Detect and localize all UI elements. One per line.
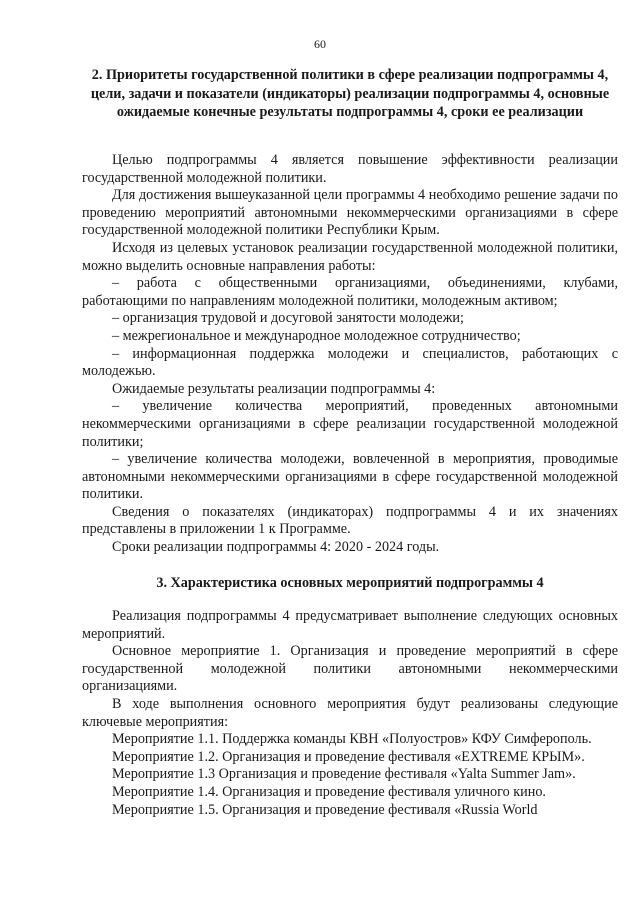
paragraph-measures-intro: Реализация подпрограммы 4 предусматривает выполнение следующих основных мероприятий. (82, 608, 618, 642)
list-item-result: – увеличение количества мероприятий, проведенных автономными некоммерческими организациями в сфере реализации государственной молодежной политики; (82, 398, 618, 450)
paragraph-results-intro: Ожидаемые результаты реализации подпрограммы 4: (112, 380, 436, 397)
list-item-measure: Мероприятие 1.5. Организация и проведение фестиваля «Russia World (112, 801, 538, 818)
paragraph-task: Для достижения вышеуказанной цели программы 4 необходимо решение задачи по проведению мероприятий автономными некоммерческими организациями в сфере государственной молодежной политики Республики Крым. (82, 187, 618, 239)
section-2-body (82, 152, 618, 557)
paragraph-directions-intro: Исходя из целевых установок реализации государственной молодежной политики, можно выделить основные направления работы: (82, 239, 618, 274)
list-item-measure: Мероприятие 1.3 Организация и проведение фестиваля «Yalta Summer Jam». (112, 766, 576, 783)
list-item-direction: – информационная поддержка молодежи и специалистов, работающих с молодежью. (82, 345, 618, 380)
paragraph-indicators: Сведения о показателях (индикаторах) подпрограммы 4 и их значениях представлены в приложении 1 к Программе. (82, 503, 618, 538)
list-item-measure: Мероприятие 1.4. Организация и проведение фестиваля уличного кино. (112, 783, 546, 800)
list-item-direction: – межрегиональное и международное молодежное сотрудничество; (112, 327, 521, 344)
list-item-measure: Мероприятие 1.2. Организация и проведение фестиваля «EXTREME КРЫМ». (112, 748, 585, 765)
section-2-heading: 2. Приоритеты государственной политики в сфере реализации подпрограммы 4, цели, задачи и показатели (индикаторы) реализации подпрограммы 4, основные ожидаемые конечные результаты подпрограммы 4, сроки ее реализации (90, 67, 610, 120)
section-3-heading: 3. Характеристика основных мероприятий подпрограммы 4 (156, 575, 544, 591)
paragraph-main-measure: Основное мероприятие 1. Организация и проведение мероприятий в сфере государственной молодежной политики автономными некоммерческими организациями. (82, 643, 618, 695)
list-item-result: – увеличение количества молодежи, вовлеченной в мероприятия, проводимые автономными некоммерческими организациями в сфере государственной молодежной политики. (82, 451, 618, 503)
paragraph-timeline: Сроки реализации подпрограммы 4: 2020 - 2024 годы. (112, 539, 440, 556)
list-item-direction: – работа с общественными организациями, объединениями, клубами, работающими по направлениям молодежной политики, молодежным активом; (82, 275, 618, 309)
paragraph-goal: Целью подпрограммы 4 является повышение эффективности реализации государственной молодежной политики. (82, 152, 618, 186)
list-item-direction: – организация трудовой и досуговой занятости молодежи; (112, 310, 464, 327)
paragraph-key-measures-intro: В ходе выполнения основного мероприятия будут реализованы следующие ключевые мероприятия: (82, 695, 618, 730)
list-item-measure: Мероприятие 1.1. Поддержка команды КВН «Полуостров» КФУ Симферополь. (112, 731, 592, 748)
section-3-body (82, 608, 618, 819)
page-number: 60 (314, 37, 326, 51)
